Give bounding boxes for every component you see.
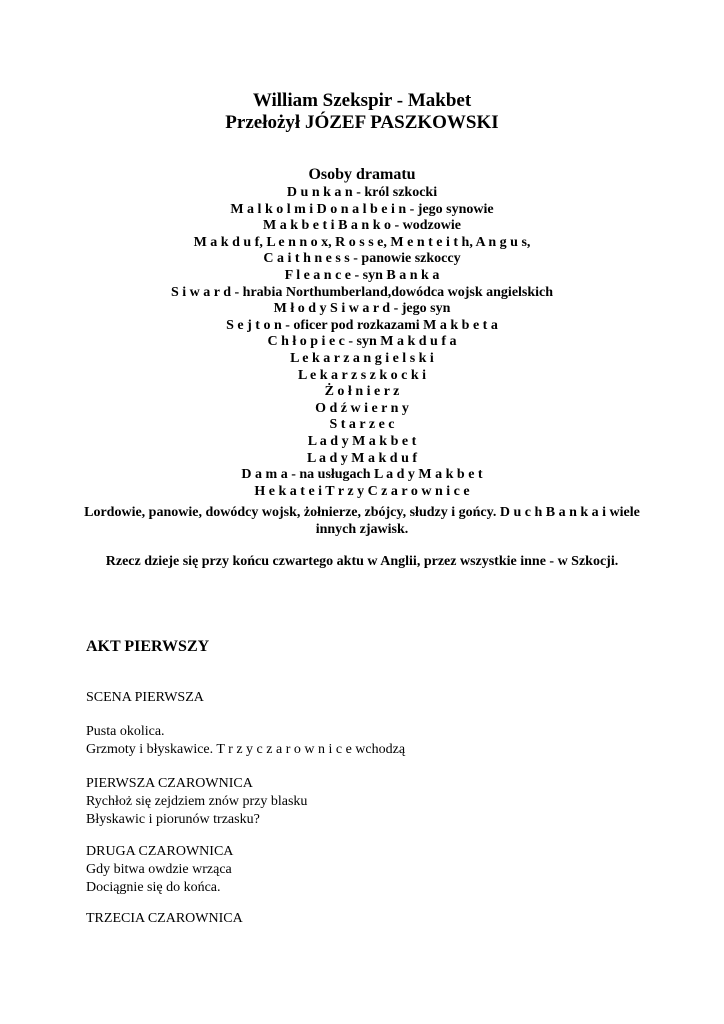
cast-entry	[0, 401, 724, 418]
setting-note: Rzecz dzieje się przy końcu czwartego aktu w Anglii, przez wszystkie inne - w Szkocji.	[105, 554, 619, 569]
cast-entry	[0, 417, 724, 434]
cast-entry	[0, 334, 724, 351]
character-name: C h ł o p i e c	[267, 334, 345, 350]
character-name: D a m a	[241, 467, 288, 483]
scene-heading: SCENA PIERWSZA	[86, 690, 204, 705]
document-title: William Szekspir - Makbet	[252, 90, 472, 111]
character-description: - hrabia Northumberland,dowódca wojsk angielskich	[231, 284, 554, 300]
speaker-name: DRUGA CZAROWNICA	[86, 844, 234, 859]
additional-characters: Lordowie, panowie, dowódcy wojsk, żołnierze, zbójcy, słudzy i gońcy. D u c h B a n k a i wiele innych zjawisk.	[84, 505, 640, 537]
cast-entry	[0, 285, 724, 302]
speaker-name: TRZECIA CZAROWNICA	[86, 911, 243, 926]
character-name: Ż o ł n i e r z	[324, 384, 400, 400]
cast-entry	[0, 218, 724, 235]
cast-entry	[0, 268, 724, 285]
character-description: - król szkocki	[352, 185, 438, 200]
character-name: M ł o d y S i w a r d	[273, 301, 391, 317]
character-name: M a k d u f, L e n n o x, R o s s e, M e n t e i t h, A n g u s,	[193, 234, 531, 250]
character-name: H e k a t e i T r z y C z a r o w n i c e	[254, 483, 470, 499]
character-name: L e k a r z s z k o c k i	[297, 367, 427, 383]
character-name: S t a r z e c	[329, 417, 395, 433]
cast-entry	[0, 484, 724, 501]
cast-entry	[0, 368, 724, 385]
character-description: - syn B a n k a	[351, 267, 440, 283]
dialogue-line: Rychłoż się zejdziem znów przy blasku	[86, 794, 308, 809]
character-name: L e k a r z a n g i e l s k i	[290, 350, 434, 366]
character-name: L a d y M a k d u f	[306, 450, 418, 466]
cast-entry	[0, 318, 724, 335]
act-heading: AKT PIERWSZY	[86, 638, 210, 655]
cast-heading: Osoby dramatu	[308, 166, 416, 183]
cast-entry	[0, 434, 724, 451]
character-name: M a l k o l m i D o n a l b e i n	[230, 201, 407, 217]
translator-line: Przełożył JÓZEF PASZKOWSKI	[225, 112, 499, 133]
dialogue-line: Błyskawic i piorunów trzasku?	[86, 812, 260, 827]
cast-entry	[0, 235, 724, 252]
character-name: L a d y M a k b e t	[307, 433, 417, 449]
character-description: - oficer pod rozkazami M a k b e t a	[281, 317, 498, 333]
cast-entry	[0, 202, 724, 219]
character-name: F l e a n c e	[284, 267, 352, 283]
speaker-name: PIERWSZA CZAROWNICA	[86, 776, 253, 791]
character-name: M a k b e t i B a n k o	[263, 218, 391, 234]
character-name: S e j t o n	[226, 317, 282, 333]
dialogue-line: Gdy bitwa owdzie wrząca	[86, 862, 232, 877]
cast-entry	[0, 351, 724, 368]
dialogue-line: Dociągnie się do końca.	[86, 880, 221, 895]
cast-entry	[0, 301, 724, 318]
character-description: - panowie szkoccy	[349, 251, 461, 267]
cast-list	[0, 185, 724, 500]
stage-direction: Grzmoty i błyskawice. T r z y c z a r o w n i c e wchodzą	[86, 742, 406, 757]
cast-entry	[0, 384, 724, 401]
character-description: - syn M a k d u f a	[344, 334, 457, 350]
character-description: - jego synowie	[406, 201, 494, 217]
stage-direction: Pusta okolica.	[86, 724, 165, 739]
character-description: - jego syn	[390, 301, 451, 317]
cast-entry	[0, 251, 724, 268]
character-description: - na usługach L a d y M a k b e t	[287, 467, 483, 483]
character-description: - wodzowie	[390, 218, 461, 234]
cast-entry	[0, 451, 724, 468]
character-name: O d ź w i e r n y	[315, 400, 409, 416]
character-name: C a i t h n e s s	[263, 251, 350, 267]
character-name: S i w a r d	[170, 284, 231, 300]
cast-entry	[0, 185, 724, 202]
character-name: D u n k a n	[286, 185, 353, 200]
cast-entry	[0, 467, 724, 484]
